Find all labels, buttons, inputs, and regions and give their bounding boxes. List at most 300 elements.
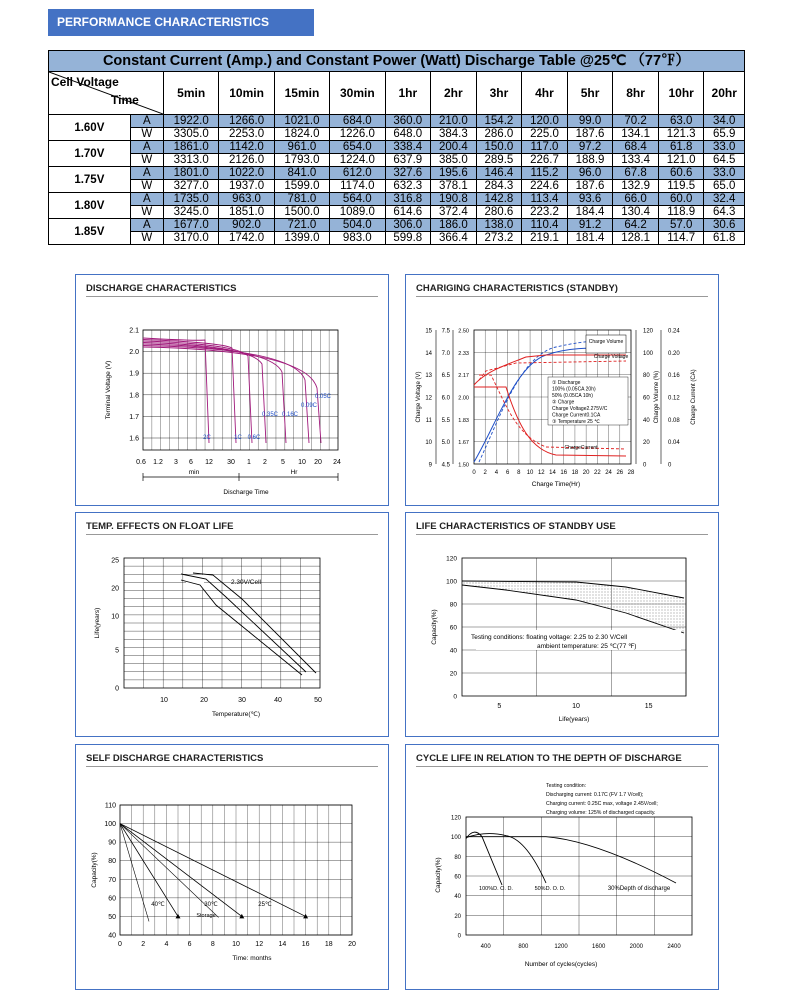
table-cell: 113.4 — [522, 193, 568, 206]
tick-label: 1.8 — [129, 392, 139, 400]
axis-label: Charge Volume (%) — [654, 370, 660, 424]
table-cell: 1266.0 — [219, 115, 274, 128]
annotation: Testing conditions: floating voltage: 2.25 to 2.30 V/Cell — [471, 634, 628, 641]
series-label: Storage — [196, 913, 216, 919]
series-label: 2.30V/Cell — [231, 579, 261, 586]
table-cell: 372.4 — [431, 206, 477, 219]
corner-cell — [49, 72, 164, 115]
tick-label: 1600 — [591, 944, 606, 950]
tick-label: 50 — [314, 697, 322, 704]
table-cell: 1801.0 — [164, 167, 219, 180]
tick-label: 0.24 — [668, 328, 680, 335]
tick-label: 10 — [298, 459, 306, 466]
table-cell: 3277.0 — [164, 180, 219, 193]
tick-label: 0.12 — [668, 395, 680, 402]
table-cell: 64.3 — [704, 206, 745, 219]
discharge-curve — [143, 346, 309, 444]
table-cell: 963.0 — [219, 193, 274, 206]
tick-label: 80 — [643, 373, 650, 380]
column-header: 10hr — [658, 72, 704, 115]
annotation: Charging volume: 125% of discharged capacity. — [546, 810, 656, 816]
panel-title: DISCHARGE CHARACTERISTICS — [86, 283, 237, 294]
tick-label: 0.08 — [668, 417, 680, 424]
legend-entry: ① Discharge — [552, 380, 581, 386]
panel-cycle — [405, 744, 719, 990]
tick-label: 2400 — [667, 944, 681, 950]
axis-label: Capacity(%) — [431, 609, 438, 645]
table-cell: 306.0 — [385, 219, 431, 232]
panel-title: LIFE CHARACTERISTICS OF STANDBY USE — [416, 521, 616, 532]
tick-label: 60 — [643, 395, 650, 402]
axis-label: Charge Current (CA) — [691, 369, 697, 425]
table-cell: 648.0 — [385, 128, 431, 141]
curve-label: 0.35C — [261, 412, 279, 418]
tick-label: 1.67 — [458, 440, 469, 447]
panel-charging — [405, 274, 719, 506]
table-cell: 121.0 — [658, 154, 704, 167]
table-title: Constant Current (Amp.) and Constant Power (Watt) Discharge Table @25℃ （77℉） — [49, 51, 745, 72]
series-label: 30%Depth of discharge — [607, 886, 671, 892]
tick-label: 6 — [505, 470, 510, 476]
panel-title: CYCLE LIFE IN RELATION TO THE DEPTH OF DISCHARGE — [416, 753, 682, 764]
tick-label: 5.0 — [441, 440, 450, 447]
table-row — [49, 154, 745, 167]
tick-label: 90 — [108, 839, 116, 847]
series-label: 30℃ — [204, 902, 218, 908]
axis-label: Number of cycles(cycles) — [524, 961, 598, 968]
table-cell: 654.0 — [330, 141, 385, 154]
tick-label: 0 — [118, 941, 122, 948]
table-cell: 130.4 — [613, 206, 659, 219]
panel-self — [75, 744, 389, 990]
tick-label: 100 — [104, 821, 116, 829]
table-cell: 64.2 — [613, 219, 659, 232]
tick-label: 8 — [517, 470, 521, 476]
section-header: PERFORMANCE CHARACTERISTICS — [48, 9, 314, 36]
table-cell: 121.3 — [658, 128, 704, 141]
table-cell: 68.4 — [613, 141, 659, 154]
tick-label: 110 — [104, 802, 116, 810]
tick-label: 40 — [643, 417, 650, 424]
unit-cell: A — [130, 219, 163, 232]
tick-label: 24 — [605, 470, 612, 476]
column-header: 3hr — [476, 72, 522, 115]
table-cell: 33.0 — [704, 141, 745, 154]
tick-label: 2.1 — [129, 327, 139, 335]
table-cell: 99.0 — [567, 115, 613, 128]
column-header: 5min — [164, 72, 219, 115]
tick-label: 80 — [449, 601, 457, 609]
tick-label: 20 — [454, 913, 461, 920]
tick-label: 2 — [141, 941, 146, 948]
table-cell: 781.0 — [274, 193, 329, 206]
table-cell: 385.0 — [431, 154, 477, 167]
table-cell: 384.3 — [431, 128, 477, 141]
axis-label: Capacity(%) — [91, 852, 98, 888]
table-cell: 3305.0 — [164, 128, 219, 141]
table-cell: 637.9 — [385, 154, 431, 167]
panel-title: TEMP. EFFECTS ON FLOAT LIFE — [86, 521, 234, 532]
table-cell: 3170.0 — [164, 232, 219, 245]
column-header: 2hr — [431, 72, 477, 115]
table-cell: 1224.0 — [330, 154, 385, 167]
table-cell: 61.8 — [658, 141, 704, 154]
cell-voltage: 1.85V — [49, 219, 131, 245]
tick-label: 40 — [274, 697, 282, 704]
table-cell: 117.0 — [522, 141, 568, 154]
tick-label: 2.17 — [458, 373, 469, 380]
tick-label: 20 — [314, 459, 322, 466]
tick-label: 20 — [643, 440, 650, 447]
series-label: 100%D. O. D. — [479, 886, 513, 892]
tick-label: 0 — [643, 462, 647, 469]
tick-label: 10 — [160, 697, 168, 704]
tick-label: 30 — [227, 459, 235, 466]
table-cell: 188.9 — [567, 154, 613, 167]
panel-title: CHARIGING CHARACTERISTICS (STANDBY) — [416, 283, 618, 294]
table-cell: 91.2 — [567, 219, 613, 232]
table-cell: 327.6 — [385, 167, 431, 180]
legend-entry: ③ Temperature 25 ℃ — [552, 419, 600, 425]
tick-label: 6 — [189, 459, 193, 466]
table-cell: 1851.0 — [219, 206, 274, 219]
table-row — [49, 115, 745, 128]
curve-label: 0.05C — [314, 394, 332, 400]
table-cell: 1174.0 — [330, 180, 385, 193]
table-cell: 1861.0 — [164, 141, 219, 154]
column-header: 5hr — [567, 72, 613, 115]
table-cell: 67.8 — [613, 167, 659, 180]
tick-label: 1.9 — [129, 370, 139, 378]
table-cell: 190.8 — [431, 193, 477, 206]
table-cell: 186.0 — [431, 219, 477, 232]
table-cell: 1599.0 — [274, 180, 329, 193]
table-cell: 34.0 — [704, 115, 745, 128]
tick-label: 40 — [449, 647, 457, 655]
tick-label: 10 — [572, 703, 580, 710]
table-cell: 63.0 — [658, 115, 704, 128]
table-cell: 289.5 — [476, 154, 522, 167]
tick-label: 6.0 — [441, 395, 450, 402]
charging-chart — [406, 275, 718, 505]
unit-cell: A — [130, 115, 163, 128]
table-cell: 115.2 — [522, 167, 568, 180]
tick-label: 100 — [450, 835, 461, 842]
table-cell: 360.0 — [385, 115, 431, 128]
table-cell: 195.6 — [431, 167, 477, 180]
column-header: 8hr — [613, 72, 659, 115]
legend-entry: ② Charge — [552, 399, 575, 406]
tick-label: 20 — [200, 697, 208, 704]
table-cell: 134.1 — [613, 128, 659, 141]
table-cell: 1937.0 — [219, 180, 274, 193]
column-header: 30min — [330, 72, 385, 115]
table-row — [49, 232, 745, 245]
tick-label: 5 — [281, 459, 285, 466]
table-cell: 902.0 — [219, 219, 274, 232]
tick-label: 15 — [644, 703, 653, 710]
tick-label: 10 — [232, 941, 240, 948]
column-header: 15min — [274, 72, 329, 115]
tick-label: 80 — [454, 854, 461, 861]
tick-label: 40 — [454, 894, 461, 901]
tick-label: 4 — [164, 941, 169, 948]
table-cell: 504.0 — [330, 219, 385, 232]
unit-cell: W — [130, 180, 163, 193]
legend-entry: 50% (0.05CA 10h) — [552, 393, 593, 399]
tick-label: 14 — [549, 470, 556, 476]
tick-label: 20 — [348, 941, 356, 948]
axis-label: Time: months — [232, 955, 272, 962]
unit-cell: W — [130, 128, 163, 141]
cell-voltage: 1.60V — [49, 115, 131, 141]
tick-label: 18 — [324, 941, 333, 948]
tick-label: 1.2 — [153, 459, 163, 466]
table-cell: 184.4 — [567, 206, 613, 219]
annotation: ambient temperature: 25 ℃(77 ℉) — [537, 643, 637, 650]
discharge-curve — [143, 340, 236, 444]
table-cell: 57.0 — [658, 219, 704, 232]
table-cell: 226.7 — [522, 154, 568, 167]
series-label: ChargeCurrent — [564, 445, 598, 451]
axis-label: Discharge Time — [223, 489, 269, 496]
table-cell: 1922.0 — [164, 115, 219, 128]
legend-entry: Charge Current0.1CA — [552, 412, 601, 419]
table-cell: 32.4 — [704, 193, 745, 206]
tick-label: 7.5 — [441, 328, 450, 335]
table-cell: 128.1 — [613, 232, 659, 245]
table-cell: 114.7 — [658, 232, 704, 245]
tick-label: 10 — [526, 470, 534, 476]
tick-label: 400 — [480, 944, 491, 950]
series-label: 50%D. O. D. — [534, 886, 566, 892]
table-cell: 120.0 — [522, 115, 568, 128]
tick-label: 20 — [449, 670, 457, 678]
table-cell: 1022.0 — [219, 167, 274, 180]
table-cell: 1735.0 — [164, 193, 219, 206]
temp-chart — [76, 513, 388, 736]
tick-label: 26 — [616, 470, 624, 476]
tick-label: 2.00 — [458, 395, 469, 402]
table-cell: 564.0 — [330, 193, 385, 206]
table-cell: 280.6 — [476, 206, 522, 219]
tick-label: 12 — [255, 941, 264, 948]
tick-label: 18 — [571, 470, 579, 476]
panel-title: SELF DISCHARGE CHARACTERISTICS — [86, 753, 264, 764]
self-discharge-line — [120, 824, 242, 917]
axis-label: Hr — [290, 469, 298, 476]
cell-voltage: 1.70V — [49, 141, 131, 167]
table-cell: 181.4 — [567, 232, 613, 245]
table-cell: 1089.0 — [330, 206, 385, 219]
table-cell: 1399.0 — [274, 232, 329, 245]
tick-label: 2 — [263, 459, 267, 466]
tick-label: 5.5 — [441, 417, 450, 424]
tick-label: 16 — [301, 941, 310, 948]
axis-label: Capacity(%) — [435, 857, 442, 893]
cycle-line — [466, 832, 502, 885]
table-cell: 225.0 — [522, 128, 568, 141]
tick-label: 7.0 — [441, 350, 450, 357]
tick-label: 40 — [108, 932, 116, 940]
tick-label: 60 — [449, 624, 457, 632]
table-cell: 65.0 — [704, 180, 745, 193]
curve-label: 2C — [203, 435, 211, 441]
annotation: Charging current: 0.25C max, voltage 2.45V/cell; — [546, 801, 658, 807]
tick-label: 120 — [450, 815, 461, 822]
tick-label: 2.33 — [458, 350, 469, 357]
table-cell: 961.0 — [274, 141, 329, 154]
table-cell: 30.6 — [704, 219, 745, 232]
annotation: Discharging current: 0.17C (FV 1.7 V/cell); — [546, 792, 644, 798]
column-header: 4hr — [522, 72, 568, 115]
tick-label: 100 — [446, 578, 457, 586]
discharge-curve — [143, 343, 266, 444]
discharge-curve — [143, 338, 209, 443]
table-cell: 60.6 — [658, 167, 704, 180]
table-row — [49, 141, 745, 154]
panel-life — [405, 512, 719, 737]
unit-cell: A — [130, 193, 163, 206]
cell-voltage: 1.75V — [49, 167, 131, 193]
table-row — [49, 167, 745, 180]
axis-label: Life(years) — [558, 716, 590, 723]
annotation: Testing condition: — [546, 783, 587, 789]
table-row — [49, 219, 745, 232]
table-cell: 721.0 — [274, 219, 329, 232]
data-point — [303, 914, 308, 919]
table-cell: 338.4 — [385, 141, 431, 154]
table-cell: 1142.0 — [219, 141, 274, 154]
tick-label: 30 — [238, 697, 246, 704]
table-cell: 614.6 — [385, 206, 431, 219]
tick-label: 6 — [187, 941, 192, 948]
tick-label: 1.6 — [129, 435, 139, 443]
table-cell: 1742.0 — [219, 232, 274, 245]
unit-cell: W — [130, 232, 163, 245]
table-cell: 70.2 — [613, 115, 659, 128]
tick-label: 120 — [643, 328, 654, 335]
table-cell: 142.8 — [476, 193, 522, 206]
column-header: 20hr — [704, 72, 745, 115]
table-cell: 284.3 — [476, 180, 522, 193]
table-cell: 97.2 — [567, 141, 613, 154]
tick-label: 1.83 — [458, 417, 469, 424]
table-cell: 33.0 — [704, 167, 745, 180]
table-row — [49, 128, 745, 141]
cycle-line — [466, 834, 546, 883]
corner-bottom-label: Time — [111, 93, 139, 107]
tick-label: 4.5 — [441, 462, 450, 469]
tick-label: 0.04 — [668, 440, 680, 447]
series-label: 40℃ — [151, 902, 165, 908]
table-cell: 93.6 — [567, 193, 613, 206]
table-cell: 224.6 — [522, 180, 568, 193]
tick-label: 8 — [210, 941, 215, 948]
tick-label: 3 — [174, 459, 178, 466]
table-cell: 2253.0 — [219, 128, 274, 141]
table-cell: 60.0 — [658, 193, 704, 206]
tick-label: 4 — [494, 470, 499, 476]
series-label: Charge Voltage — [593, 354, 629, 360]
table-cell: 133.4 — [613, 154, 659, 167]
table-cell: 96.0 — [567, 167, 613, 180]
tick-label: 5 — [497, 703, 502, 710]
table-cell: 187.6 — [567, 128, 613, 141]
table-cell: 599.8 — [385, 232, 431, 245]
table-cell: 1226.0 — [330, 128, 385, 141]
tick-label: 25 — [111, 557, 119, 565]
axis-label: Charge Voltage (V) — [416, 371, 422, 423]
tick-label: 9 — [428, 462, 432, 469]
tick-label: 2 — [483, 470, 487, 476]
table-cell: 1021.0 — [274, 115, 329, 128]
table-cell: 64.5 — [704, 154, 745, 167]
axis-label: Temperature(℃) — [211, 711, 261, 718]
panel-temp — [75, 512, 389, 737]
curve-label: 0.09C — [300, 403, 318, 409]
tick-label: 2.50 — [458, 328, 469, 335]
curve-label: 1C — [234, 435, 242, 441]
axis-label: Charge Time(Hr) — [531, 481, 581, 488]
tick-label: 5 — [115, 647, 119, 655]
tick-label: 20 — [582, 470, 590, 476]
series-label: 25℃ — [258, 902, 272, 908]
table-cell: 61.8 — [704, 232, 745, 245]
table-cell: 316.8 — [385, 193, 431, 206]
table-cell: 841.0 — [274, 167, 329, 180]
tick-label: 16 — [560, 470, 568, 476]
table-cell: 154.2 — [476, 115, 522, 128]
table-cell: 1824.0 — [274, 128, 329, 141]
table-row — [49, 180, 745, 193]
tick-label: 0.20 — [668, 350, 680, 357]
tick-label: 11 — [425, 417, 432, 424]
tick-label: 14 — [425, 350, 432, 357]
table-cell: 632.3 — [385, 180, 431, 193]
self-discharge-line — [120, 824, 149, 922]
discharge-curve — [143, 344, 286, 443]
tick-label: 60 — [108, 895, 116, 903]
tick-label: 60 — [454, 874, 461, 881]
table-cell: 200.4 — [431, 141, 477, 154]
table-cell: 684.0 — [330, 115, 385, 128]
axis-label: Terminal Voltage (V) — [105, 360, 112, 420]
tick-label: 0.16 — [668, 373, 680, 380]
table-cell: 146.4 — [476, 167, 522, 180]
tick-label: 1200 — [554, 944, 568, 950]
tick-label: 22 — [594, 470, 601, 476]
tick-label: 0.6 — [136, 459, 146, 466]
tick-label: 70 — [108, 876, 116, 884]
table-cell: 1500.0 — [274, 206, 329, 219]
tick-label: 0 — [472, 470, 476, 476]
table-cell: 3313.0 — [164, 154, 219, 167]
tick-label: 28 — [627, 470, 635, 476]
legend-entry: Charge Voltage2.275V/C — [552, 406, 608, 412]
self-discharge-chart — [76, 745, 388, 989]
self-discharge-line — [120, 824, 178, 917]
table-cell: 66.0 — [613, 193, 659, 206]
tick-label: 0 — [453, 693, 457, 701]
discharge-chart — [76, 275, 388, 505]
table-cell: 223.2 — [522, 206, 568, 219]
table-cell: 286.0 — [476, 128, 522, 141]
tick-label: 14 — [278, 941, 287, 948]
tick-label: 1.7 — [129, 413, 139, 421]
column-header: 10min — [219, 72, 274, 115]
table-cell: 150.0 — [476, 141, 522, 154]
